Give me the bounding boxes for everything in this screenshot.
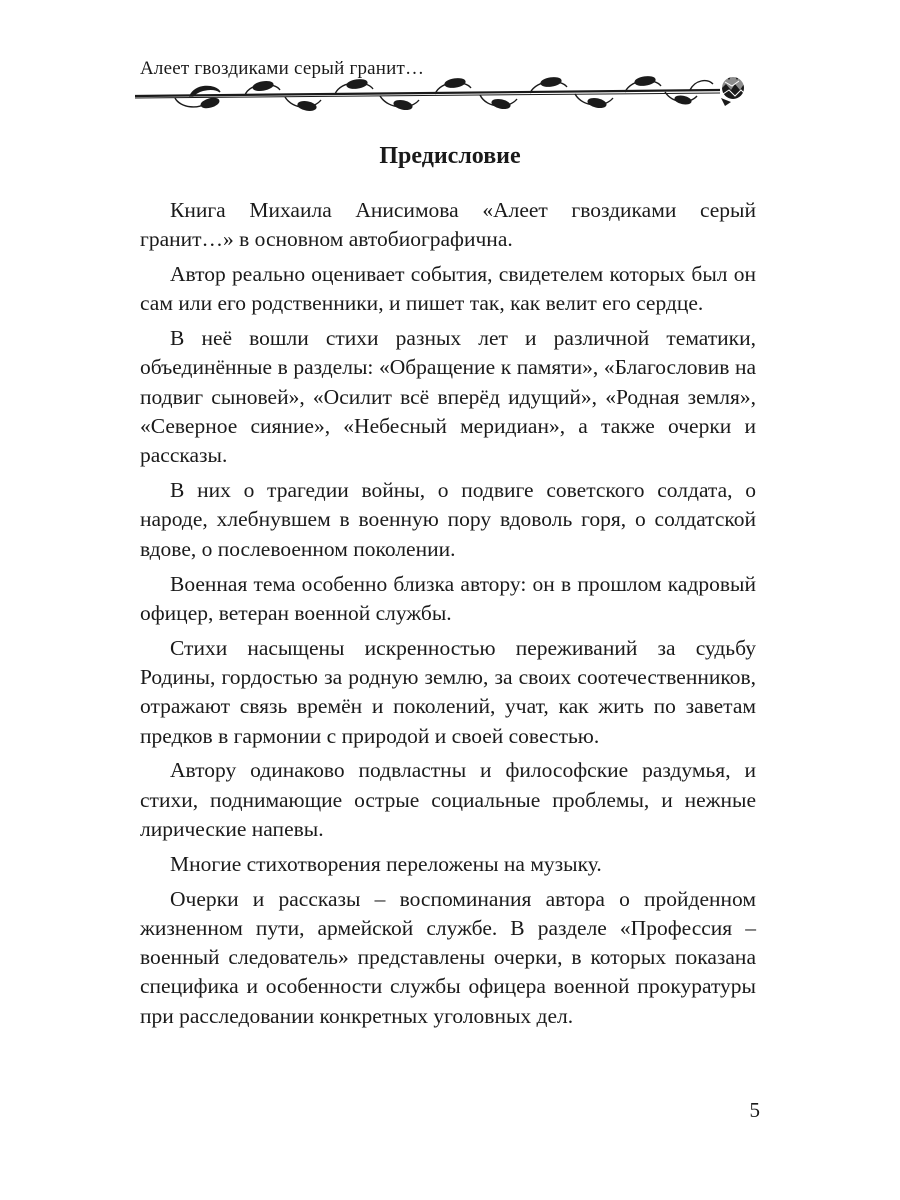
paragraph: Стихи насыщены искренностью переживаний за судьбу Родины, гордостью за родную землю, за своих соотечественников, отражают связь времён и поколений, учат, как жить по заветам предков в гармонии с природой и своей совестью. xyxy=(140,635,756,748)
paragraph: Военная тема особенно близка автору: он в прошлом кадровый офицер, ветеран военной службы. xyxy=(140,571,756,625)
paragraph: Очерки и рассказы – воспоминания автора о пройденном жизненном пути, армейской службе. В разделе «Профессия – военный следователь» представлены очерки, в которых показана специфика и особенности службы офицера военной прокуратуры при расследовании конкретных уголовных дел. xyxy=(140,886,756,1028)
preface-body xyxy=(140,196,756,1037)
paragraph: Автор реально оценивает события, свидетелем которых был он сам или его родственники, и пишет так, как велит его сердце. xyxy=(140,262,756,316)
page-number: 5 xyxy=(749,1098,760,1122)
carnation-vine-ornament-icon xyxy=(135,70,755,116)
running-head: Алеет гвоздиками серый гранит… xyxy=(140,58,425,79)
paragraph: Книга Михаила Анисимова «Алеет гвоздиками серый гранит…» в основном автобиографична. xyxy=(140,198,756,252)
paragraph: В них о трагедии войны, о подвиге советского солдата, о народе, хлебнувшем в военную пору вдоволь горя, о солдатской вдове, о послевоенном поколении. xyxy=(140,478,756,561)
paragraph: В неё вошли стихи разных лет и различной тематики, объединённые в разделы: «Обращение к памяти», «Благословив на подвиг сыновей», «Осилит всё вперёд идущий», «Родная земля», «Северное сияние», «Небесный меридиан», а также очерки и рассказы. xyxy=(140,326,756,468)
page-title: Предисловие xyxy=(379,143,521,169)
paragraph: Автору одинаково подвластны и философские раздумья, и стихи, поднимающие острые социальные проблемы, и нежные лирические напевы. xyxy=(140,758,756,841)
paragraph: Многие стихотворения переложены на музыку. xyxy=(170,851,602,876)
